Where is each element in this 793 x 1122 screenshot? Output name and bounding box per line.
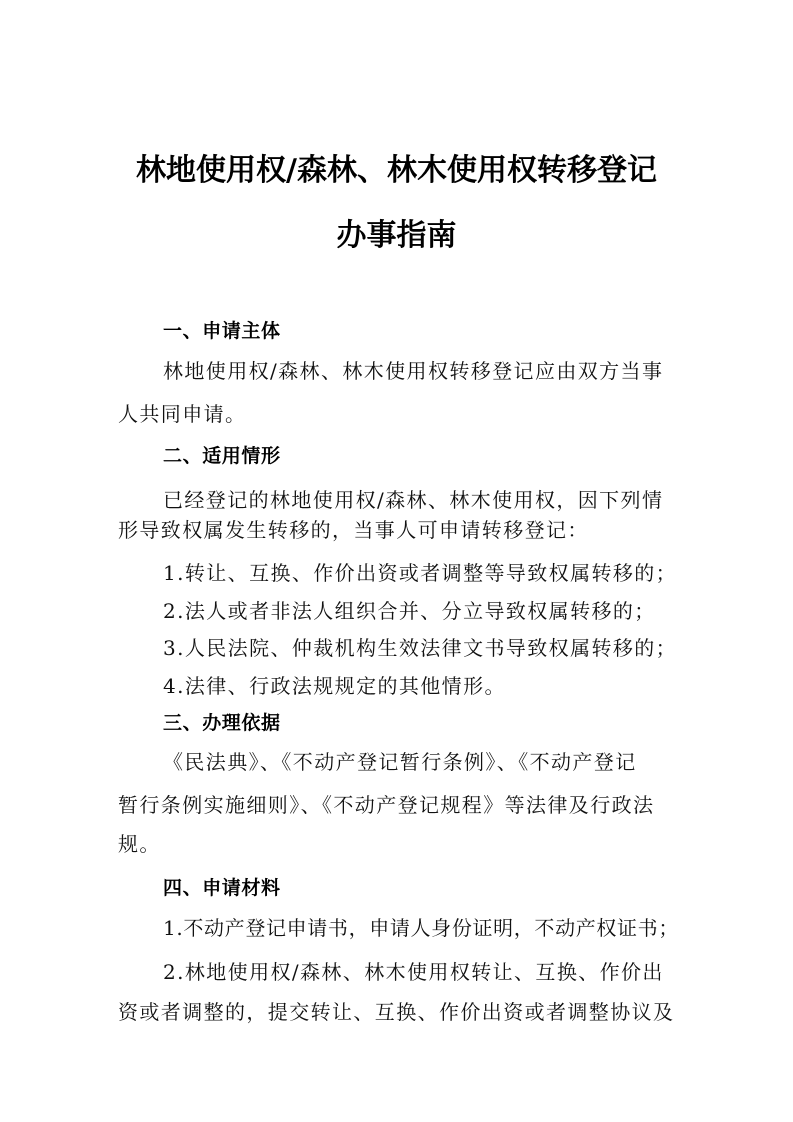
section4-item2-line1: 2.林地使用权/森林、林木使用权转让、互换、作价出 [163,960,664,984]
section2-heading: 二、适用情形 [163,445,281,467]
section2-list-item: 2.法人或者非法人组织合并、分立导致权属转移的； [163,599,656,623]
section2-list-item: 1.转让、互换、作价出资或者调整等导致权属转移的； [163,561,678,585]
section3-paragraph-line2: 暂行条例实施细则》、《不动产登记规程》等法律及行政法 [118,793,655,817]
section4-heading: 四、申请材料 [163,877,281,899]
section1-paragraph-line1: 林地使用权/森林、林木使用权转移登记应由双方当事 [163,359,664,383]
section1-heading: 一、申请主体 [163,320,281,342]
document-title-line1: 林地使用权/森林、林木使用权转移登记 [136,153,657,188]
section2-list-item: 4.法律、行政法规规定的其他情形。 [163,674,506,698]
section3-heading: 三、办理依据 [163,712,281,734]
section2-paragraph-line1: 已经登记的林地使用权/森林、林木使用权，因下列情 [163,488,664,512]
section1-paragraph-line2: 人共同申请。 [118,402,247,426]
section3-paragraph-line1: 《民法典》、《不动产登记暂行条例》、《不动产登记 [163,750,637,774]
document-title-line2: 办事指南 [336,218,457,253]
section2-paragraph-line2: 形导致权属发生转移的，当事人可申请转移登记： [118,518,589,542]
section4-item1: 1.不动产登记申请书，申请人身份证明，不动产权证书； [163,916,679,940]
section3-paragraph-line3: 规。 [118,832,161,856]
section4-item2-line2: 资或者调整的，提交转让、互换、作价出资或者调整协议及 [118,1000,675,1024]
section2-list-item: 3.人民法院、仲裁机构生效法律文书导致权属转移的； [163,636,678,660]
